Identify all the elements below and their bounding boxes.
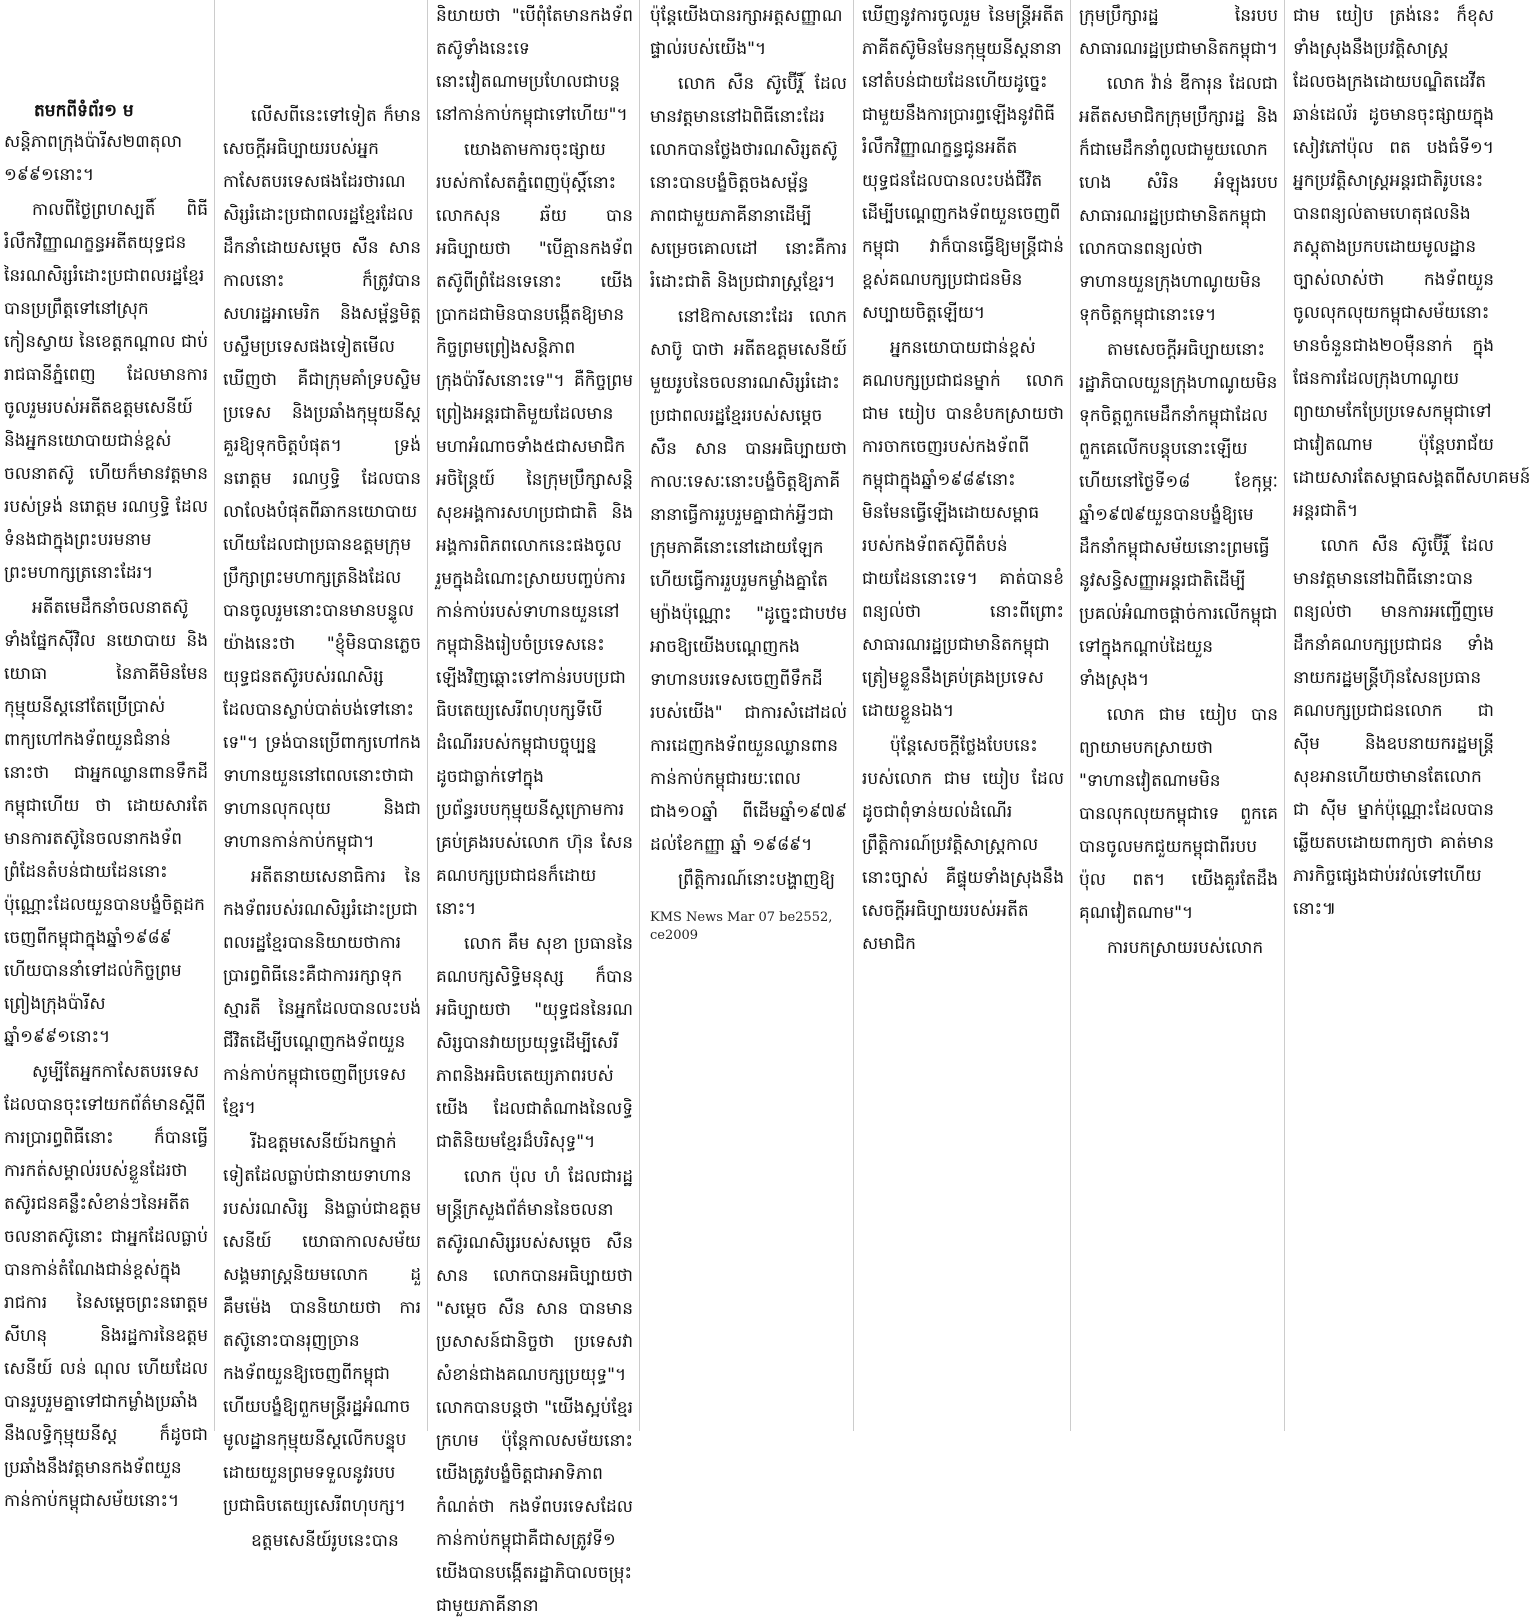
paragraph: ក្រុមប្រឹក្សារដ្ឋ នៃរបបសាធារណរដ្ឋប្រជាមានិតកម្ពុជា។ bbox=[1079, 6, 1278, 59]
paragraph: អតីតនាយសេនាធិការ នៃកងទ័ពរបស់រណសិរ្សរំដោះប្រជាពលរដ្ឋខ្មែរបាននិយាយថាការប្រារព្ធពិធីនេះគឺជាការរក្សាទុកស្មារតី នៃអ្នកដែលបានលះបង់ជីវិតដើម្បីបណ្តេញកងទ័ពយួនកាន់កាប់កម្ពុជាចេញពីប្រទេសខ្មែរ។ bbox=[223, 867, 421, 1118]
paragraph: ជាម យៀប ត្រង់នេះ ក៏ខុសទាំងស្រុងនឹងប្រវត្តិសាស្ត្រដែលចងក្រងដោយបណ្ឌិតដេវីតឆាន់ដេល័រ ដូចមានចុះផ្សាយក្នុងសៀវភៅប៉ុល ពត បងធំទី១។ អ្នកប្រវត្តិសាស្ត្រអន្តរជាតិរូបនេះបានពន្យល់តាមហេតុផលនិងភស្តុតាងប្រកបដោយមូលដ្ឋានច្បាស់លាស់ថា កងទ័ពយួនចូលលុកលុយកម្ពុជាសម័យនោះមានចំនួនជាង២០ម៉ឺននាក់ ក្នុងផែនការដែលក្រុងហាណូយព្យាយាមកែប្រែប្រទេសកម្ពុជាទៅជាវៀតណាម ប៉ុន្តែបរាជ័យដោយសារតែសម្ពាធសង្គតពីសហគមន៍អន្តរជាតិ។ bbox=[1293, 6, 1530, 521]
paragraph: រីឯឧត្តមសេនីយ៍ឯកម្នាក់ទៀតដែលធ្លាប់ជានាយទាហានរបស់រណសិរ្ស និងធ្លាប់ជាឧត្តមសេនីយ៍ យោធាកាលសម័យសង្គមរាស្ត្រនិយមលោក ដួ គឹមម៉េង បាននិយាយថា ការតស៊ូនោះបានរុញច្រានកងទ័ពយួនឱ្យចេញពីកម្ពុជាហើយបង្ខំឱ្យពួកមន្ត្រីរដ្ឋអំណាចមូលដ្ឋានកុម្មុយនីស្តលើកបន្ទុបដោយយួនព្រមទទួលនូវរបបប្រជាធិបតេយ្យសេរីពហុបក្ស។ bbox=[223, 1133, 421, 1516]
paragraph: លើសពីនេះទៅទៀត ក៏មានសេចក្តីអធិប្បាយរបស់អ្នកកាសែតបរទេសផងដែរថារណសិរ្សរំដោះប្រជាពលរដ្ឋខ្មែរដែលដឹកនាំដោយសម្តេច សឺន សាន កាលនោះ ក៏ត្រូវបានសហរដ្ឋអាមេរិក និងសម្ព័ន្ធមិត្តបស្ចឹមប្រទេសផងទៀតមើលឃើញថា គឺជាក្រុមគាំទ្របស្ចិមប្រទេស និងប្រឆាំងកុម្មុយនីស្តគួរឱ្យទុកចិត្តបំផុត។ ទ្រង់ នរោត្តម រណឫទ្ធិ ដែលបានលាលែងបំផុតពីឆាកនយោបាយ ហើយដែលជាប្រធានឧត្តមក្រុមប្រឹក្សាព្រះមហាក្សត្រនិងដែលបានចូលរួមនោះបានមានបន្ទូលយ៉ាងនេះថា "ខ្ញុំមិនបានភ្លេចយុទ្ធជនតស៊ូរបស់រណសិរ្ស ដែលបានស្លាប់បាត់បង់ទៅនោះទេ"។ ទ្រង់បានប្រើពាក្យហៅកងទាហានយួននៅពេលនោះថាជាទាហានលុកលុយ និងជាទាហានកាន់កាប់កម្ពុជា។ bbox=[223, 106, 421, 852]
paragraph: លោក វ៉ាន់ ឌីការុន ដែលជាអតីតសមាជិកក្រុមប្រឹក្សារដ្ឋ និងក៏ជាមេដឹកនាំពូលជាមួយលោក ហេង សំរិន អំឡុងរបបសាធារណរដ្ឋប្រជាមានិតកម្ពុជា លោកបានពន្យល់ថា ទាហានយួនក្រុងហាណូយមិនទុកចិត្តកម្ពុជានោះទេ។ bbox=[1079, 74, 1278, 325]
paragraph: លោក គឹម សុខា ប្រធាននៃគណបក្សសិទ្ធិមនុស្ស ក៏បានអធិប្បាយថា "យុទ្ធជននៃរណសិរ្សបានវាយប្រយុទ្ធដើម្បីសេរីភាពនិងអធិបតេយ្យភាពរបស់យើង ដែលជាតំណាងនៃលទ្ធិជាតិនិយមខ្មែរដ៏បរិសុទ្ធ"។ bbox=[436, 934, 633, 1152]
paragraph: នៅឱកាសនោះដែរ លោក សាប៊ូ បាថា អតីតឧត្តមសេនីយ៍មួយរូបនៃចលនារណសិរ្សរំដោះប្រជាពលរដ្ឋខ្មែររបស់សម្តេច សឺន សាន បានអធិប្បាយថា កាលៈទេសៈនោះបង្ខំចិត្តឱ្យភាគីនានាធ្វើការរួបរួមគ្នាជាក់អ្វីៗជាក្រុមភាគីនោះនៅដោយឡែក ហើយធ្វើការរួបរួមកម្លាំងគ្នាតែម្យ៉ាងប៉ុណ្ណោះ "ដូច្នេះជាបឋមអាចឱ្យយើងបណ្តេញកងទាហានបរទេសចេញពីទឹកដីរបស់យើង" ជាការសំដៅដល់ការដេញកងទ័ពយួនឈ្លានពានកាន់កាប់កម្ពុជារយៈពេលជាង១០ឆ្នាំ ពីដើមឆ្នាំ១៩៧៩ ដល់ខែកញ្ញា ឆ្នាំ ១៩៨៩។ bbox=[650, 307, 847, 855]
continued-from-page-heading: តមកពីទំព័រ១ ម bbox=[34, 101, 134, 121]
paragraph: អ្នកនយោបាយជាន់ខ្ពស់គណបក្សប្រជាជនម្នាក់ លោក ជាម យៀប បានខំបកស្រាយថាការចាកចេញរបស់កងទ័ពពីកម្ពុជាក្នុងឆ្នាំ១៩៨៩នោះ មិនមែនធ្វើឡើងដោយសម្ពាធរបស់កងទ័ពតស៊ូពីតំបន់ជាយដែននោះទេ។ គាត់បានខំពន្យល់ថា នោះពីព្រោះសាធារណរដ្ឋប្រជាមានិតកម្ពុជាត្រៀមខ្លួននឹងគ្រប់គ្រងប្រទេសដោយខ្លួនឯង។ bbox=[862, 338, 1064, 721]
source-footer: KMS News Mar 07 be2552, ce2009 bbox=[650, 910, 833, 943]
paragraph: ប៉ុន្តែយើងបានរក្សាអត្តសញ្ញាណផ្ទាល់របស់យើង"។ bbox=[650, 6, 843, 59]
article-column-6 bbox=[1070, 0, 1284, 1431]
paragraph: លោក សឺន ស៊ូប៊ើរ្តិ៍ ដែលមានវត្តមាននៅឯពិធីនោះដែរ លោកបានថ្លែងថារណសិរ្សតស៊ូនោះបានបង្ខំចិត្តចងសម្ព័ន្ធភាពជាមួយភាគីនានាដើម្បីសម្រេចគោលដៅ នោះគឺការរំដោះជាតិ និងប្រជារាស្ត្រខ្មែរ។ bbox=[650, 74, 847, 292]
paragraph: លោក សឺន ស៊ូប៊ើរ្តិ៍ ដែលមានវត្តមាននៅឯពិធីនោះបានពន្យល់ថា មានការអញ្ជើញមេដឹកនាំគណបក្សប្រជាជន ទាំងនាយករដ្ឋមន្ត្រីហ៊ុនសែនប្រធានគណបក្សប្រជាជនលោក ជា ស៊ីម និងឧបនាយករដ្ឋមន្ត្រីសុខអានហើយថាមានតែលោក ជា ស៊ីម ម្នាក់ប៉ុណ្ណោះដែលបានឆ្លើយតបដោយពាក្យថា គាត់មានភារកិច្ចផ្សេងជាប់រវល់ទៅហើយនោះ៕ bbox=[1293, 536, 1494, 919]
article-column-5 bbox=[853, 0, 1070, 1431]
paragraph: ឃើញនូវការចូលរួម នៃមន្ត្រីអតីតភាគីតស៊ូមិនមែនកុម្មុយនីស្តនានានៅតំបន់ជាយដែនហើយដូច្នេះជាមួយនឹងការប្រារព្ធឡើងនូវពិធីរំលឹកវិញ្ញាណក្ខន្ធជូនអតីតយុទ្ធជនដែលបានលះបង់ជីវិតដើម្បីបណ្តេញកងទ័ពយួនចេញពីកម្ពុជា វាក៏បានធ្វើឱ្យមន្ត្រីជាន់ខ្ពស់គណបក្សប្រជាជនមិនសប្បាយចិត្តឡើយ។ bbox=[862, 6, 1064, 323]
paragraph: យោងតាមការចុះផ្សាយរបស់កាសែតភ្នំពេញប៉ុស្តិ៍នោះ លោកសុន ឆ័យ បានអធិប្បាយថា "បើគ្មានកងទ័ពតស៊ូពីព្រំដែនទេនោះ យើងប្រាកដជាមិនបានបង្កើតឱ្យមានកិច្ចព្រមព្រៀងសន្តិភាពក្រុងប៉ារីសនោះទេ"។ គឺកិច្ចព្រមព្រៀងអន្តរជាតិមួយដែលមានមហាអំណាចទាំង៥ជាសមាជិកអចិន្ត្រៃយ៍ នៃក្រុមប្រឹក្សាសន្តិសុខអង្គការសហប្រជាជាតិ និងអង្គការពិភពលោកនេះផងចូលរួមក្នុងដំណោះស្រាយបញ្ចប់ការកាន់កាប់របស់ទាហានយួននៅកម្ពុជានិងរៀបចំប្រទេសនេះឡើងវិញឆ្ពោះទៅកាន់របបប្រជាធិបតេយ្យសេរីពហុបក្សទីបើដំណើររបស់កម្ពុជាបច្ចុប្បន្នដូចជាធ្លាក់ទៅក្នុងប្រព័ន្ធរបបកុម្មុយនីស្តក្រោមការគ្រប់គ្រងរបស់លោក ហ៊ុន សែន គណបក្សប្រជាជនក៏ដោយនោះ។ bbox=[436, 140, 633, 919]
paragraph: ឧត្តមសេនីយ៍រូបនេះបាន bbox=[251, 1531, 399, 1551]
paragraph: សូម្បីតែអ្នកកាសែតបរទេសដែលបានចុះទៅយកព័ត៌មានស្តីពីការប្រារព្ធពិធីនោះ ក៏បានធ្វើការកត់សម្គាល់របស់ខ្លួនដែរថា តស៊ូរជនគន្លឹះសំខាន់ៗនៃអតីតចលនាតស៊ូនោះ ជាអ្នកដែលធ្លាប់បានកាន់តំណែងជាន់ខ្ពស់ក្នុងរាជការ នៃសម្តេចព្រះនរោត្តម សីហនុ និងរដ្ឋការនៃឧត្តមសេនីយ៍ លន់ ណុល ហើយដែលបានរួបរួមគ្នាទៅជាកម្លាំងប្រឆាំងនឹងលទ្ធិកុម្មុយនីស្ត ក៏ដូចជាប្រឆាំងនឹងវត្តមានកងទ័ពយួនកាន់កាប់កម្ពុជាសម័យនោះ។ bbox=[4, 1062, 208, 1511]
article-column-4 bbox=[639, 0, 853, 1431]
article-column-7 bbox=[1284, 0, 1530, 1431]
article-column-3 bbox=[427, 0, 639, 1616]
paragraph: លោក ជាម យៀប បានព្យាយាមបកស្រាយថា "ទាហានវៀតណាមមិនបានលុកលុយកម្ពុជាទេ ពួកគេបានចូលមកជួយកម្ពុជាពីរបប ប៉ុល ពត។ យើងគួរតែដឹងគុណវៀតណាម"។ bbox=[1079, 705, 1278, 923]
paragraph: ប៉ុន្តែសេចក្តីថ្លែងបែបនេះរបស់លោក ជាម យៀប ដែលដូចជាពុំទាន់យល់ដំណើរព្រឹត្តិការណ៍ប្រវត្តិសាស្ត្រកាលនោះច្បាស់ គឺផ្ទុយទាំងស្រុងនឹងសេចក្តីអធិប្បាយរបស់អតីតសមាជិក bbox=[862, 736, 1064, 954]
paragraph: តាមសេចក្តីអធិប្បាយនោះរដ្ឋាភិបាលយួនក្រុងហាណូយមិនទុកចិត្តពួកមេដឹកនាំកម្ពុជាដែលពួកគេលើកបន្តុបនោះឡើយ ហើយនៅថ្ងៃទី១៨ ខែកុម្ភៈ ឆ្នាំ១៩៧៩យួនបានបង្ខំឱ្យមេដឹកនាំកម្ពុជាសម័យនោះព្រមធ្វើនូវសន្ធិសញ្ញាអន្តរជាតិដើម្បីប្រគល់អំណាចផ្តាច់ការលើកម្ពុជាទៅក្នុងកណ្តាប់ដៃយួនទាំងស្រុង។ bbox=[1079, 340, 1278, 690]
paragraph: និយាយថា "បើពុំតែមានកងទ័ពតស៊ូទាំងនេះទេនោះវៀតណាមប្រហែលជាបន្តនៅកាន់កាប់កម្ពុជាទៅហើយ"។ bbox=[436, 6, 633, 125]
paragraph: លោក ប៉ុល ហំ ដែលជារដ្ឋមន្ត្រីក្រសួងព័ត៌មាននៃចលនាតស៊ូរណសិរ្សរបស់សម្តេច សឺន សាន លោកបានអធិប្បាយថា "សម្តេច សឺន សាន បានមានប្រសាសន៍ជានិច្ចថា ប្រទេសវាសំខាន់ជាងគណបក្សប្រយុទ្ធ"។ លោកបានបន្តថា "យើងស្អប់ខ្មែរក្រហម ប៉ុន្តែកាលសម័យនោះ យើងត្រូវបង្ខំចិត្តជាអាទិភាពកំណត់ថា កងទ័ពបរទេសដែលកាន់កាប់កម្ពុជាគឺជាសត្រូវទី១ យើងបានបង្កើតរដ្ឋាភិបាលចម្រុះជាមួយភាគីនានា bbox=[436, 1167, 633, 1616]
paragraph: ព្រឹត្តិការណ៍នោះបង្ហាញឱ្យ bbox=[678, 870, 836, 890]
paragraph: អតីតមេដឹកនាំចលនាតស៊ូទាំងផ្នែកស៊ីវិល នយោបាយ និងយោធា នៃភាគីមិនមែនកុម្មុយនីស្តនៅតែប្រើប្រាស់ពាក្យហៅកងទ័ពយួនជំនាន់នោះថា ជាអ្នកឈ្លានពានទឹកដីកម្ពុជាហើយ ថា ដោយសារតែមានការតស៊ូនៃចលនាកងទ័ពព្រំដែនតំបន់ជាយដែននោះប៉ុណ្ណោះដែលយួនបានបង្ខំចិត្តដកចេញពីកម្ពុជាក្នុងឆ្នាំ១៩៨៩ ហើយបាននាំទៅដល់កិច្ចព្រមព្រៀងក្រុងប៉ារីសឆ្នាំ១៩៩១នោះ។ bbox=[4, 598, 208, 1047]
paragraph: កាលពីថ្ងៃព្រហស្បតិ៍ ពិធីរំលឹកវិញ្ញាណក្ខន្ធអតីតយុទ្ធជន នៃរណសិរ្សរំដោះប្រជាពលរដ្ឋខ្មែរបានប្រព្រឹត្តទៅនៅស្រុកកៀនស្វាយ នៃខេត្តកណ្តាល ជាប់រាជធានីភ្នំពេញ ដែលមានការចូលរួមរបស់អតីតឧត្តមសេនីយ៍និងអ្នកនយោបាយជាន់ខ្ពស់ចលនាតស៊ូ ហើយក៏មានវត្តមានរបស់ទ្រង់ នរោត្តម រណឫទ្ធិ ដែលទំនងជាក្នុងព្រះបរមនាមព្រះមហាក្សត្រនោះដែរ។ bbox=[4, 200, 208, 583]
article-column-1 bbox=[0, 0, 214, 1511]
paragraph: ការបកស្រាយរបស់លោក bbox=[1107, 938, 1264, 958]
paragraph: សន្តិភាពក្រុងប៉ារីស២៣តុលា ១៩៩១នោះ។ bbox=[4, 132, 183, 185]
article-column-2 bbox=[214, 0, 427, 1551]
